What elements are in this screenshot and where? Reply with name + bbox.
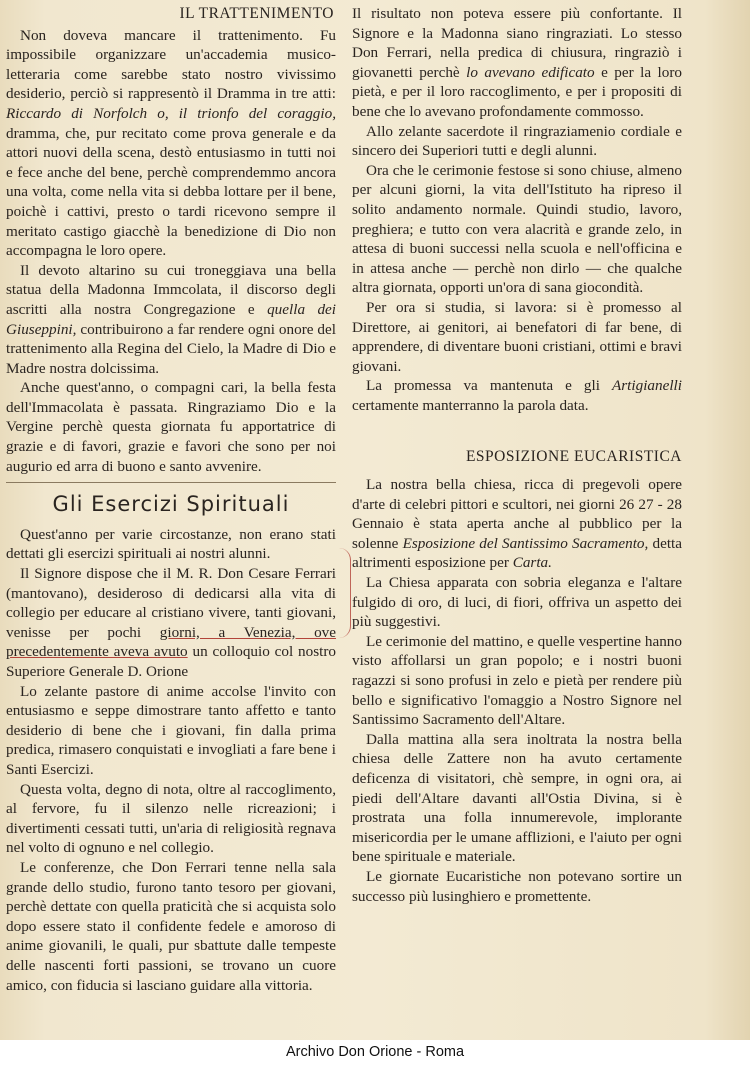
section-heading-esposizione: ESPOSIZIONE EUCARISTICA bbox=[465, 448, 682, 466]
red-margin-bracket bbox=[338, 548, 351, 638]
section-title-esercizi: Gli Esercizi Spirituali bbox=[52, 492, 290, 517]
section-heading-trattenimento: IL TRATTENIMENTO bbox=[179, 5, 334, 22]
paragraph: La promessa va mantenuta e gli Artigianelli certamente manterranno la parola data. bbox=[352, 377, 682, 414]
paragraph: Le conferenze, che Don Ferrari tenne nella sala grande dello studio, furono tanto tesoro per giovani, perchè dettate con quella praticità che si acquista solo dopo essere stato il confidente fedele e amoroso di anime giovanili, le quali, pur sbattute dalle tempeste delle nascenti forti passioni, se trovano un cuore amico, con fiducia si lasciano guidare alla vittoria. bbox=[6, 858, 336, 994]
right-column bbox=[352, 4, 682, 906]
paragraph: Ora che le cerimonie festose si sono chiuse, almeno per alcuni giorni, la vita dell'Istituto ha ripreso il solito andamento normale. Quindi studio, lavoro, preghiera; e tutto con vera alacrità e grande zelo, in attesa di buoni successi nella scuola e nell'officina e in attesa anche — perchè non dirlo — che qualche altra giornata, opporti un'ora di sana giocondità. bbox=[352, 161, 682, 297]
paragraph: Allo zelante sacerdote il ringraziamenio cordiale e sincero dei Superiori tutti e degli alunni. bbox=[352, 122, 682, 160]
paragraph: Le giornate Eucaristiche non potevano sortire un successo più lusinghiero e promettente. bbox=[352, 867, 682, 905]
paragraph: Il devoto altarino su cui troneggiava una bella statua della Madonna Immcolata, il discorso degli ascritti alla nostra Congregazione e quella dei Giuseppini, contribuirono a far rendere ogni onore del trattenimento alla Regina del Cielo, la Madre di Dio e Madre nostra dolcissima. bbox=[6, 261, 336, 377]
paragraph: La Chiesa apparata con sobria eleganza e l'altare fulgido di oro, di luci, di fiori, offriva un aspetto dei più suggestivi. bbox=[352, 574, 682, 631]
paragraph: Non doveva mancare il trattenimento. Fu impossibile organizzare un'accademia musico-letteraria come sarebbe stato nostro vivissimo desiderio, perciò si rappresentò il Dramma in tre atti: Riccardo di Norfolch o, il trionfo del coraggio, dramma, che, pur recitato come prova generale e da attori nuovi della scena, destò entusiasmo in tutti noi e fece anche del bene, perchè comprendemmo ancora una volta, come nella vita si debba lottare per il bene, poichè i cattivi, presto o tardi ricevono sempre il meritato castigo giacchè la benedizione di Dio non accompagna le loro opere. bbox=[6, 26, 336, 260]
left-column bbox=[6, 4, 336, 995]
paragraph: Anche quest'anno, o compagni cari, la bella festa dell'Immacolata è passata. Ringraziamo Dio e la Vergine perchè questa giornata fu apportatrice di grazie e di favori, grazie e favori che sono per noi augurio ed arra di buono e santo avvenire. bbox=[6, 379, 336, 475]
paragraph: Questa volta, degno di nota, oltre al raccoglimento, al fervore, fu il silenzo nelle ricreazioni; i divertimenti cessati tutti, un'aria di religiosità regnava nel volto di ognuno e nel collegio. bbox=[6, 780, 336, 857]
paragraph: Il risultato non poteva essere più confortante. Il Signore e la Madonna siano ringraziati. Lo stesso Don Ferrari, nella predica di chiusura, ringraziò i giovanetti perchè lo avevano edificato e per la loro pietà, e per il loro raccoglimento, e per i propositi di bene che lo avevano profondamente commosso. bbox=[352, 5, 683, 120]
paragraph: Il Signore dispose che il M. R. Don Cesare Ferrari (mantovano), desideroso di dedicarsi alla vita di collegio per educare al cristiano vivere, tanti giovani, venisse per pochi giorni, a Venezia, ove precedentemente aveva avuto un colloquio col nostro Superiore Generale D. Orione bbox=[6, 565, 337, 680]
archive-footer: Archivo Don Orione - Roma bbox=[0, 1040, 750, 1065]
divider bbox=[6, 482, 336, 483]
paragraph: Le cerimonie del mattino, e quelle vespertine hanno visto affollarsi un gran popolo; e i nostri buoni ragazzi si sono profusi in zelo e pietà per rendere più bello e significativo l'omaggio a Nostro Signore nel Santissimo Sacramento dell'Altare. bbox=[352, 632, 682, 729]
paragraph: Dalla mattina alla sera inoltrata la nostra bella chiesa delle Zattere non ha avuto certamente deficenza di visitatori, chè sempre, in ogni ora, ai piedi dell'Altare davanti all'Ostia Divina, si è prostrata una folla innumerevole, implorante misericordia per le umane afflizioni, e l'aiuto per ogni bene spirituale e materiale. bbox=[352, 730, 682, 866]
paragraph: Quest'anno per varie circostanze, non erano stati dettati gli esercizi spirituali ai nostri alunni. bbox=[6, 525, 336, 563]
paragraph: La nostra bella chiesa, ricca di pregevoli opere d'arte di celebri pittori e scultori, nei giorni 26 27 - 28 Gennaio è stata aperta anche al pubblico per la solenne Esposizione del Santissimo Sacramento, detta altrimenti esposizione per Carta. bbox=[352, 476, 682, 572]
paragraph: Lo zelante pastore di anime accolse l'invito con entusiasmo e seppe dimostrare tanto affetto e tanto desiderio di bene che i giovani, fin dalla prima predica, rimasero conquistati e invogliati a fare bene i Santi Esercizi. bbox=[6, 682, 336, 778]
paragraph: Per ora si studia, si lavora: si è promesso al Direttore, ai genitori, ai benefatori di far bene, di apprendere, di diventare buoni cristiani, ottimi e bravi giovani. bbox=[352, 298, 682, 375]
